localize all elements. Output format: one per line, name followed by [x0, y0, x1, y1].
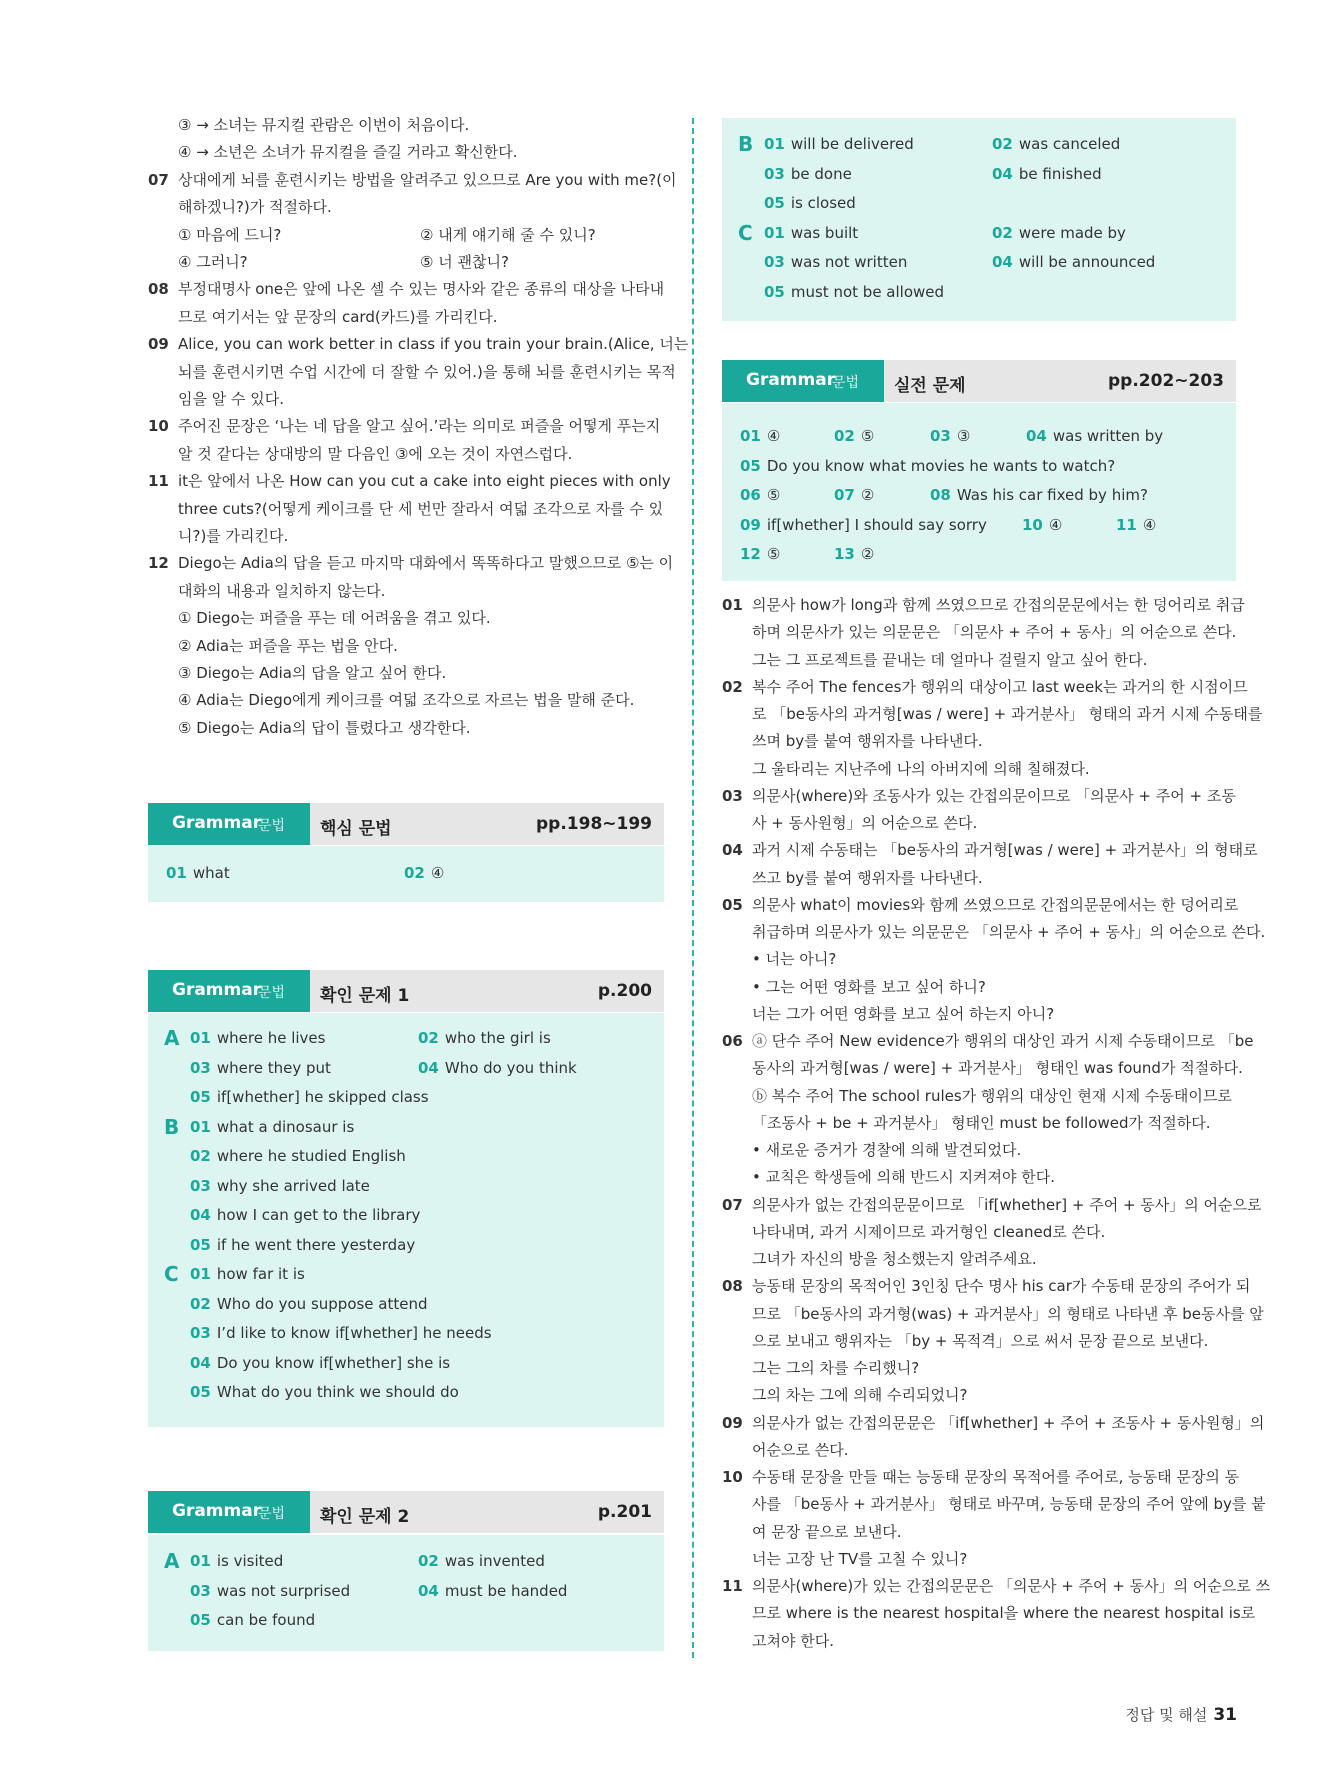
text-line: 어순으로 쓴다. — [752, 1440, 849, 1459]
answer-text: how I can get to the library — [216, 1206, 421, 1224]
answer-text: will be announced — [1018, 253, 1156, 271]
text-line: 임을 알 수 있다. — [178, 390, 285, 408]
answer-text: if[whether] he skipped class — [216, 1088, 429, 1106]
grammar-tag — [148, 1491, 310, 1533]
answer-number: 11 — [1116, 515, 1137, 534]
answer-number: 03 — [764, 253, 785, 271]
answer-number: 02 — [404, 864, 425, 882]
text-line: ④ → 소년은 소녀가 뮤지컬을 즐길 거라고 확신한다. — [178, 143, 518, 162]
answer-number: 02 — [992, 223, 1013, 242]
answer-item — [190, 1088, 429, 1106]
answer-number: 03 — [190, 1176, 211, 1195]
section-title: 확인 문제 2 — [320, 1507, 410, 1527]
text-line: 「조동사 + be + 과거분사」 형태인 must be followed가 적절하다. — [752, 1113, 1211, 1132]
answer-text: what — [192, 864, 230, 882]
answer-text: I’d like to know if[whether] he needs — [216, 1324, 492, 1342]
answer-number: 10 — [1022, 515, 1043, 534]
answer-item — [1026, 427, 1163, 445]
footer-label: 정답 및 해설 — [1125, 1706, 1208, 1724]
grammar-tag — [722, 360, 884, 402]
answer-item — [166, 864, 230, 882]
text-line: 쓰고 by를 붙여 행위자를 나타낸다. — [752, 868, 983, 887]
text-line: 의문사 how가 long과 함께 쓰였으므로 간접의문문에서는 한 덩어리로 취급 — [752, 596, 1245, 614]
answer-item — [190, 1552, 283, 1570]
answer-number: 01 — [190, 1029, 211, 1047]
section-letter: B — [738, 132, 754, 156]
answer-text: how far it is — [216, 1265, 305, 1283]
answer-text: was not surprised — [216, 1581, 351, 1600]
answer-text: was invented — [444, 1552, 545, 1570]
answer-item — [992, 224, 1126, 242]
text-line: 대화의 내용과 일치하지 않는다. — [178, 581, 386, 600]
answer-number: 05 — [764, 282, 785, 301]
answer-number: 04 — [418, 1058, 439, 1077]
item-number: 11 — [722, 1577, 743, 1595]
answer-number: 05 — [190, 1235, 211, 1254]
text-line: 로 「be동사의 과거형[was / were] + 과거분사」 형태의 과거 시제 수동태를 — [752, 705, 1263, 723]
answer-number: 12 — [740, 545, 761, 563]
answer-number: 09 — [740, 515, 761, 534]
text-line: 의문사가 없는 간접의문문은 「if[whether] + 주어 + 조동사 + 동사원형」의 — [752, 1413, 1265, 1432]
text-line: 과거 시제 수동태는 「be동사의 과거형[was / were] + 과거분사」의 형태로 — [752, 841, 1258, 860]
section-letter: C — [738, 220, 753, 245]
answer-item — [190, 1324, 492, 1342]
answer-number: 02 — [190, 1294, 211, 1313]
section-title: 핵심 문법 — [320, 819, 392, 839]
answer-item — [740, 516, 987, 534]
answer-item — [930, 427, 970, 445]
answer-text: be finished — [1018, 164, 1102, 183]
text-line: 으로 보내고 행위자는 「by + 목적격」으로 써서 문장 끝으로 보낸다. — [752, 1331, 1209, 1350]
answer-item — [190, 1295, 428, 1313]
text-line: 너는 고장 난 TV를 고칠 수 있니? — [752, 1549, 968, 1568]
text-line: 그는 그 프로젝트를 끝내는 데 얼마나 걸릴지 알고 싶어 한다. — [752, 650, 1148, 669]
answer-number: 07 — [834, 486, 855, 504]
text-line: 수동태 문장을 만들 때는 능동태 문장의 목적어를 주어로, 능동태 문장의 동 — [752, 1468, 1240, 1486]
answer-number: 03 — [190, 1581, 211, 1600]
answer-item — [190, 1147, 406, 1165]
text-line: 나타내며, 과거 시제이므로 과거형인 cleaned로 쓴다. — [752, 1222, 1106, 1241]
grammar-label: Grammar — [172, 813, 262, 833]
answer-text: Who do you think — [444, 1058, 577, 1077]
text-line: ② Adia는 퍼즐을 푸는 법을 안다. — [178, 636, 398, 655]
answer-item — [764, 283, 944, 301]
answer-item — [190, 1177, 370, 1195]
answer-text: ⑤ — [766, 545, 781, 563]
text-line: ④ Adia는 Diego에게 케이크를 여덟 조각으로 자르는 법을 말해 준다. — [178, 691, 635, 710]
answer-item — [834, 486, 874, 504]
answer-box — [148, 846, 664, 902]
text-line: ⓑ 복수 주어 The school rules가 행위의 대상인 현재 시제 수동태이므로 — [752, 1086, 1232, 1105]
text-line: 사 + 동사원형」의 어순으로 쓴다. — [752, 814, 978, 832]
answer-number: 01 — [190, 1552, 211, 1570]
answer-number: 01 — [764, 223, 785, 242]
answer-text: ⑤ — [860, 427, 875, 445]
answer-item — [764, 194, 856, 212]
answer-item — [418, 1059, 577, 1077]
text-line: Alice, you can work better in class if you train your brain.(Alice, 너는 — [178, 335, 689, 354]
answer-item — [740, 486, 780, 504]
text-line: 므로 where is the nearest hospital을 where the nearest hospital is로 — [752, 1604, 1256, 1623]
text-line: 쓰며 by를 붙여 행위자를 나타낸다. — [752, 732, 983, 751]
answer-number: 05 — [764, 194, 785, 212]
text-line: 상대에게 뇌를 훈련시키는 방법을 알려주고 있으므로 Are you with me?(이 — [178, 170, 677, 189]
item-number: 09 — [722, 1413, 743, 1432]
item-number: 10 — [722, 1468, 743, 1486]
text-line: ⑤ 너 괜찮니? — [420, 253, 509, 271]
answer-text: if[whether] I should say sorry — [766, 515, 987, 534]
section-pages: pp.202~203 — [1107, 371, 1224, 391]
answer-item — [764, 165, 852, 183]
text-line: it은 앞에서 나온 How can you cut a cake into eight pieces with only — [178, 472, 671, 491]
answer-number: 08 — [930, 486, 951, 504]
grammar-korean-label: 문법 — [832, 375, 860, 391]
text-line: ⓐ 단수 주어 New evidence가 행위의 대상인 과거 시제 수동태이므로 「be — [752, 1032, 1254, 1050]
answer-text: Do you know if[whether] she is — [216, 1353, 451, 1372]
section-letter: A — [164, 1026, 180, 1050]
text-line: • 교칙은 학생들에 의해 반드시 지켜져야 한다. — [752, 1168, 1056, 1187]
answer-item — [992, 165, 1102, 183]
answer-text: What do you think we should do — [216, 1383, 459, 1401]
answer-text: ② — [860, 545, 875, 563]
answer-item — [1022, 516, 1062, 534]
section-letter: A — [164, 1549, 180, 1573]
text-line: 의문사가 없는 간접의문문이므로 「if[whether] + 주어 + 동사」의 어순으로 — [752, 1195, 1262, 1214]
answer-item — [740, 545, 780, 563]
item-number: 03 — [722, 786, 743, 805]
grammar-label: Grammar — [746, 370, 836, 390]
answer-box — [722, 118, 1236, 321]
text-line: ① 마음에 드니? — [178, 225, 282, 244]
text-line: 알 것 같다는 상대방의 말 다음인 ③에 오는 것이 자연스럽다. — [178, 444, 573, 463]
answer-text: was canceled — [1018, 135, 1121, 153]
answer-number: 04 — [418, 1581, 439, 1600]
answer-text: were made by — [1018, 223, 1126, 242]
answer-item — [190, 1611, 315, 1629]
answer-number: 01 — [740, 427, 761, 445]
answer-item — [190, 1236, 415, 1254]
section-letter: C — [164, 1262, 179, 1286]
text-line: ② 내게 얘기해 줄 수 있니? — [420, 225, 596, 244]
answer-item — [992, 135, 1120, 153]
answer-item — [190, 1383, 459, 1401]
text-line: 너는 그가 어떤 영화를 보고 싶어 하는지 아니? — [752, 1004, 1055, 1023]
answer-item — [190, 1059, 331, 1077]
answer-number: 06 — [740, 486, 761, 504]
grammar-korean-label: 문법 — [258, 818, 286, 834]
text-line: • 그는 어떤 영화를 보고 싶어 하니? — [752, 977, 986, 996]
answer-number: 03 — [930, 427, 951, 445]
text-line: 부정대명사 one은 앞에 나온 셀 수 있는 명사와 같은 종류의 대상을 나타내 — [178, 280, 665, 299]
text-line: 여 문장 끝으로 보낸다. — [752, 1522, 902, 1541]
section-pages: p.200 — [597, 981, 652, 1001]
answer-number: 04 — [1026, 427, 1047, 445]
answer-item — [190, 1582, 350, 1600]
item-number: 05 — [722, 895, 743, 914]
answer-number: 01 — [190, 1265, 211, 1283]
answer-number: 04 — [190, 1353, 211, 1372]
answer-number: 03 — [190, 1058, 211, 1077]
answer-number: 01 — [166, 864, 187, 882]
answer-text: Was his car fixed by him? — [956, 486, 1148, 504]
grammar-tag — [148, 803, 310, 845]
text-line: 므로 여기서는 앞 문장의 card(카드)를 가리킨다. — [178, 307, 498, 326]
answer-text: ③ — [956, 427, 971, 445]
text-line: 그녀가 자신의 방을 청소했는지 알려주세요. — [752, 1250, 1037, 1268]
text-line: 의문사(where)가 있는 간접의문문은 「의문사 + 주어 + 동사」의 어순으로 쓰 — [752, 1577, 1271, 1595]
grammar-label: Grammar — [172, 980, 262, 1000]
answer-number: 05 — [190, 1611, 211, 1629]
answer-item — [190, 1029, 325, 1047]
answer-text: can be found — [216, 1611, 316, 1629]
answer-item — [418, 1582, 567, 1600]
grammar-korean-label: 문법 — [258, 985, 286, 1001]
text-line: 하며 의문사가 있는 의문문은 「의문사 + 주어 + 동사」의 어순으로 쓴다. — [752, 623, 1237, 642]
item-number: 06 — [722, 1032, 743, 1050]
answer-item — [404, 864, 444, 882]
answer-text: what a dinosaur is — [216, 1117, 355, 1136]
section-title: 확인 문제 1 — [320, 986, 410, 1006]
answer-item — [764, 135, 914, 153]
text-line: Diego는 Adia의 답을 듣고 마지막 대화에서 똑똑하다고 말했으므로 ⑤는 이 — [178, 554, 674, 573]
answer-number: 05 — [740, 456, 761, 475]
item-number: 01 — [722, 596, 743, 614]
answer-item — [834, 545, 874, 563]
column-divider — [692, 118, 694, 1658]
answer-number: 03 — [764, 164, 785, 183]
answer-text: is visited — [216, 1552, 284, 1570]
text-line: ⑤ Diego는 Adia의 답이 틀렸다고 생각한다. — [178, 718, 471, 737]
answer-text: will be delivered — [790, 135, 914, 153]
answer-item — [1116, 516, 1156, 534]
text-line: 그의 차는 그에 의해 수리되었니? — [752, 1386, 968, 1405]
text-line: 의문사(where)와 조동사가 있는 간접의문이므로 「의문사 + 주어 + 조동 — [752, 786, 1236, 805]
answer-text: is closed — [790, 194, 856, 212]
answer-text: where he lives — [216, 1029, 326, 1047]
text-line: three cuts?(어떻게 케이크를 단 세 번만 잘라서 여덟 조각으로 자를 수 있 — [178, 499, 664, 518]
item-number: 10 — [148, 417, 169, 436]
text-line: 그는 그의 차를 수리했니? — [752, 1359, 920, 1377]
answer-text: ④ — [1048, 515, 1063, 534]
answer-item — [740, 427, 780, 445]
answer-text: ④ — [1142, 515, 1157, 534]
text-line: 고쳐야 한다. — [752, 1631, 834, 1650]
text-line: ③ Diego는 Adia의 답을 알고 싶어 한다. — [178, 664, 447, 682]
text-line: 뇌를 훈련시키면 수업 시간에 더 잘할 수 있어.)을 통해 뇌를 훈련시키는 목적 — [178, 362, 676, 381]
section-header — [722, 360, 1236, 402]
item-number: 08 — [148, 280, 169, 299]
answer-text: was not written — [790, 253, 908, 271]
answer-number: 02 — [190, 1147, 211, 1165]
answer-text: be done — [790, 164, 852, 183]
text-line: ④ 그러니? — [178, 253, 248, 271]
item-number: 07 — [722, 1195, 743, 1214]
answer-number: 04 — [992, 164, 1013, 183]
answer-box — [722, 403, 1236, 581]
answer-number: 05 — [190, 1383, 211, 1401]
answer-number: 02 — [418, 1029, 439, 1047]
item-number: 11 — [148, 472, 169, 491]
grammar-tag — [148, 970, 310, 1012]
answer-text: ④ — [766, 427, 781, 445]
answer-number: 13 — [834, 545, 855, 563]
text-line: 능동태 문장의 목적어인 3인칭 단수 명사 his car가 수동태 문장의 주어가 되 — [752, 1277, 1251, 1296]
answer-text: was written by — [1052, 427, 1164, 445]
answer-number: 03 — [190, 1324, 211, 1342]
text-line: ① Diego는 퍼즐을 푸는 데 어려움을 겪고 있다. — [178, 609, 491, 628]
item-number: 04 — [722, 841, 743, 860]
answer-text: was built — [790, 223, 859, 242]
text-line: 동사의 과거형[was / were] + 과거분사」 형태인 was found가 적절하다. — [752, 1059, 1243, 1078]
answer-number: 04 — [190, 1206, 211, 1224]
answer-text: ② — [860, 486, 875, 504]
text-line: 의문사 what이 movies와 함께 쓰였으므로 간접의문문에서는 한 덩어리로 — [752, 895, 1239, 914]
grammar-label: Grammar — [172, 1501, 262, 1521]
answer-text: ⑤ — [766, 486, 781, 504]
text-line: 취급하며 의문사가 있는 의문문은 「의문사 + 주어 + 동사」의 어순으로 쓴다. — [752, 923, 1266, 941]
section-title: 실전 문제 — [894, 376, 966, 396]
text-line: 해하겠니?)가 적절하다. — [178, 198, 332, 217]
answer-item — [740, 457, 1115, 475]
answer-box — [148, 1013, 664, 1427]
answer-number: 02 — [992, 135, 1013, 153]
answer-number: 05 — [190, 1088, 211, 1106]
answer-item — [764, 253, 907, 271]
answer-number: 01 — [190, 1117, 211, 1136]
answer-item — [764, 224, 858, 242]
answer-text: Who do you suppose attend — [216, 1294, 428, 1313]
answer-number: 02 — [834, 427, 855, 445]
answer-text: who the girl is — [444, 1029, 551, 1047]
text-line: 그 울타리는 지난주에 나의 아버지에 의해 칠해졌다. — [752, 759, 1090, 778]
section-pages: pp.198~199 — [535, 814, 652, 834]
item-number: 09 — [148, 335, 169, 354]
page-footer — [1125, 1704, 1237, 1725]
answer-text: ④ — [430, 864, 445, 882]
answer-text: where they put — [216, 1058, 331, 1077]
text-line: 복수 주어 The fences가 행위의 대상이고 last week는 과거의 한 시점이므 — [752, 677, 1248, 696]
text-line: 니?)를 가리킨다. — [178, 527, 289, 545]
section-header — [148, 803, 664, 845]
answer-text: must not be allowed — [790, 282, 945, 301]
answer-item — [418, 1029, 551, 1047]
text-line: 므로 「be동사의 과거형(was) + 과거분사」의 형태로 나타낸 후 be동사를 앞 — [752, 1304, 1264, 1323]
text-line: 사를 「be동사 + 과거분사」 형태로 바꾸며, 능동태 문장의 주어 앞에 by를 붙 — [752, 1495, 1266, 1514]
answer-text: where he studied English — [216, 1147, 406, 1165]
section-pages: p.201 — [597, 1502, 652, 1522]
section-letter: B — [164, 1114, 180, 1139]
answer-item — [190, 1206, 420, 1224]
answer-item — [418, 1552, 545, 1570]
answer-text: if he went there yesterday — [216, 1235, 416, 1254]
answer-item — [834, 427, 874, 445]
grammar-korean-label: 문법 — [258, 1506, 286, 1522]
section-header — [148, 970, 664, 1012]
answer-number: 01 — [764, 135, 785, 153]
text-line: • 너는 아니? — [752, 950, 837, 969]
answer-item — [930, 486, 1148, 504]
answer-box — [148, 1535, 664, 1651]
text-line: • 새로운 증거가 경찰에 의해 발견되었다. — [752, 1141, 1022, 1159]
answer-item — [190, 1265, 305, 1283]
item-number: 07 — [148, 170, 169, 189]
answer-item — [190, 1118, 354, 1136]
page-number: 31 — [1213, 1705, 1237, 1725]
answer-number: 04 — [992, 253, 1013, 271]
text-line: ③ → 소녀는 뮤지컬 관람은 이번이 처음이다. — [178, 116, 470, 134]
text-line: 주어진 문장은 ‘나는 네 답을 알고 싶어.’라는 의미로 퍼즐을 어떻게 푸는지 — [178, 417, 661, 436]
answer-item — [992, 253, 1155, 271]
answer-text: why she arrived late — [216, 1176, 370, 1195]
item-number: 12 — [148, 554, 169, 573]
section-header — [148, 1491, 664, 1533]
answer-number: 02 — [418, 1552, 439, 1570]
answer-text: must be handed — [444, 1581, 568, 1600]
answer-text: Do you know what movies he wants to watch? — [766, 456, 1116, 475]
answer-item — [190, 1354, 450, 1372]
item-number: 08 — [722, 1277, 743, 1296]
item-number: 02 — [722, 677, 743, 696]
